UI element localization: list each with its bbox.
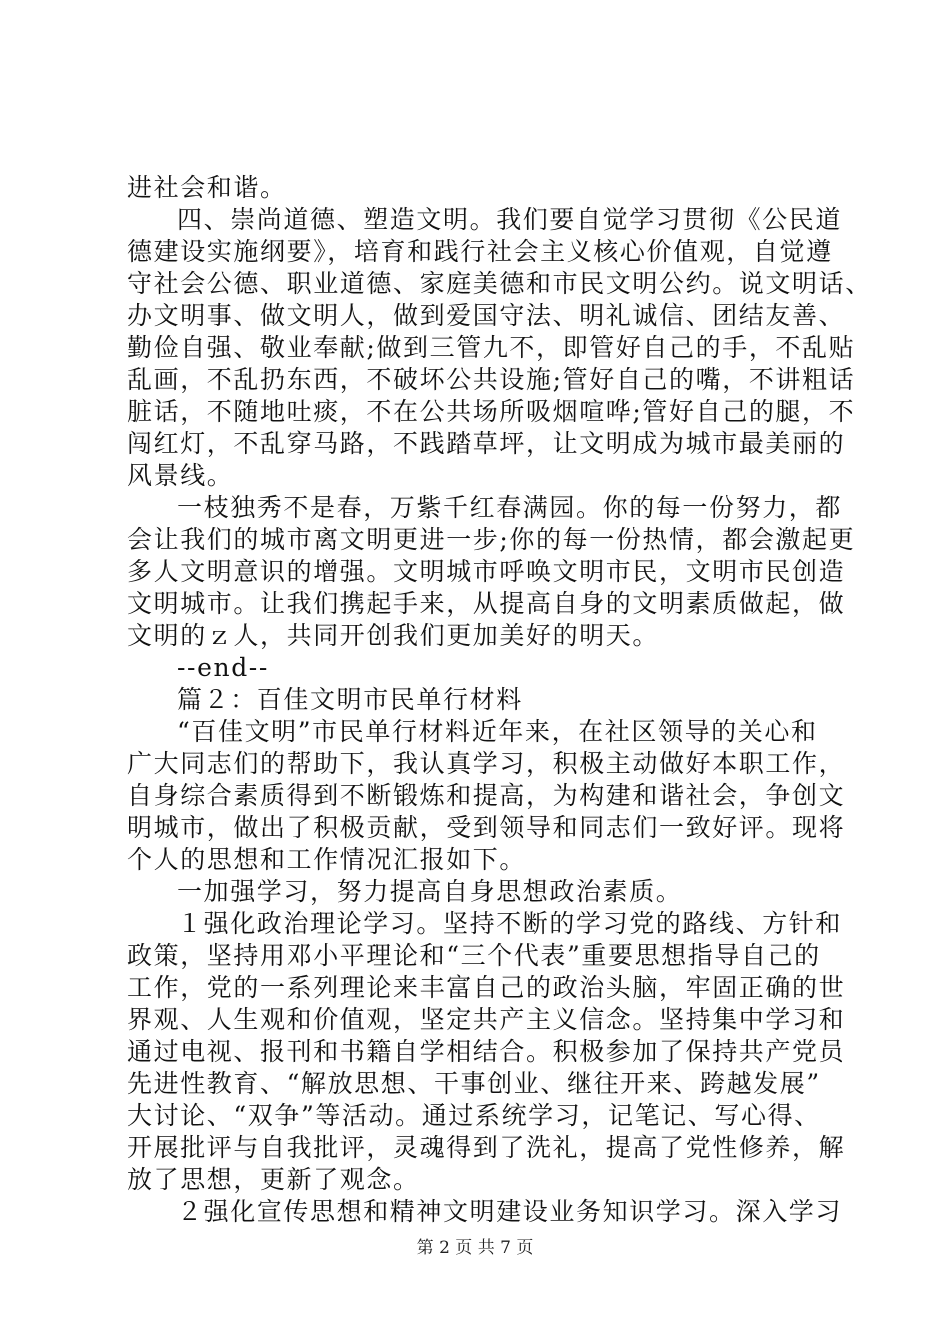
text-line: 闯红灯，不乱穿马路，不践踏草坪，让文明成为城市最美丽的: [127, 429, 846, 458]
text-line: 政策，坚持用邓小平理论和“三个代表”重要思想指导自己的: [127, 941, 821, 970]
section-heading: 篇２：百佳文明市民单行材料: [177, 685, 523, 714]
text-line: 守社会公德、职业道德、家庭美德和市民文明公约。说文明话、: [127, 269, 872, 298]
text-line: 广大同志们的帮助下，我认真学习，积极主动做好本职工作，: [127, 749, 846, 778]
end-marker: --end--: [177, 653, 269, 682]
text-line: 一加强学习，努力提高自身思想政治素质。: [177, 877, 683, 906]
text-line: ２强化宣传思想和精神文明建设业务知识学习。深入学习: [177, 1197, 843, 1226]
text-line: 办文明事、做文明人，做到爱国守法、明礼诚信、团结友善、: [127, 301, 846, 330]
text-line: 自身综合素质得到不断锻炼和提高，为构建和谐社会，争创文: [127, 781, 846, 810]
text-line: 工作，党的一系列理论来丰富自己的政治头脑，牢固正确的世: [127, 973, 846, 1002]
text-line: 通过电视、报刊和书籍自学相结合。积极参加了保持共产党员: [127, 1037, 846, 1066]
text-line: 个人的思想和工作情况汇报如下。: [127, 845, 527, 874]
text-line: 一枝独秀不是春，万紫千红春满园。你的每一份努力，都: [177, 493, 843, 522]
text-line: 界观、人生观和价值观，坚定共产主义信念。坚持集中学习和: [127, 1005, 846, 1034]
text-line: 文明的ｚ人，共同开创我们更加美好的明天。: [127, 621, 660, 650]
text-line: 放了思想，更新了观念。: [127, 1165, 420, 1194]
text-line: 脏话，不随地吐痰，不在公共场所吸烟喧哗;管好自己的腿，不: [127, 397, 856, 426]
page-number-footer: 第 2 页 共 7 页: [416, 1238, 534, 1258]
text-line: “百佳文明”市民单行材料近年来，在社区领导的关心和: [177, 717, 818, 746]
text-line: 明城市，做出了积极贡献，受到领导和同志们一致好评。现将: [127, 813, 846, 842]
text-line: 勤俭自强、敬业奉献;做到三管九不，即管好自己的手，不乱贴: [127, 333, 856, 362]
text-line: 开展批评与自我批评，灵魂得到了洗礼，提高了党性修养，解: [127, 1133, 846, 1162]
text-line: 会让我们的城市离文明更进一步;你的每一份热情，都会激起更: [127, 525, 856, 554]
text-line: １强化政治理论学习。坚持不断的学习党的路线、方针和: [177, 909, 843, 938]
text-line: 文明城市。让我们携起手来，从提高自身的文明素质做起，做: [127, 589, 846, 618]
text-line: 先进性教育、“解放思想、干事创业、继往开来、跨越发展”: [127, 1069, 821, 1098]
text-line: 德建设实施纲要》，培育和践行社会主义核心价值观，自觉遵: [127, 237, 833, 266]
text-line: 进社会和谐。: [127, 173, 287, 202]
text-line: 大讨论、“双争”等活动。通过系统学习，记笔记、写心得、: [127, 1101, 821, 1130]
text-line: 风景线。: [127, 461, 234, 490]
text-line: 四、崇尚道德、塑造文明。我们要自觉学习贯彻《公民道: [177, 205, 843, 234]
text-line: 多人文明意识的增强。文明城市呼唤文明市民，文明市民创造: [127, 557, 846, 586]
text-line: 乱画，不乱扔东西，不破坏公共设施;管好自己的嘴，不讲粗话: [127, 365, 856, 394]
